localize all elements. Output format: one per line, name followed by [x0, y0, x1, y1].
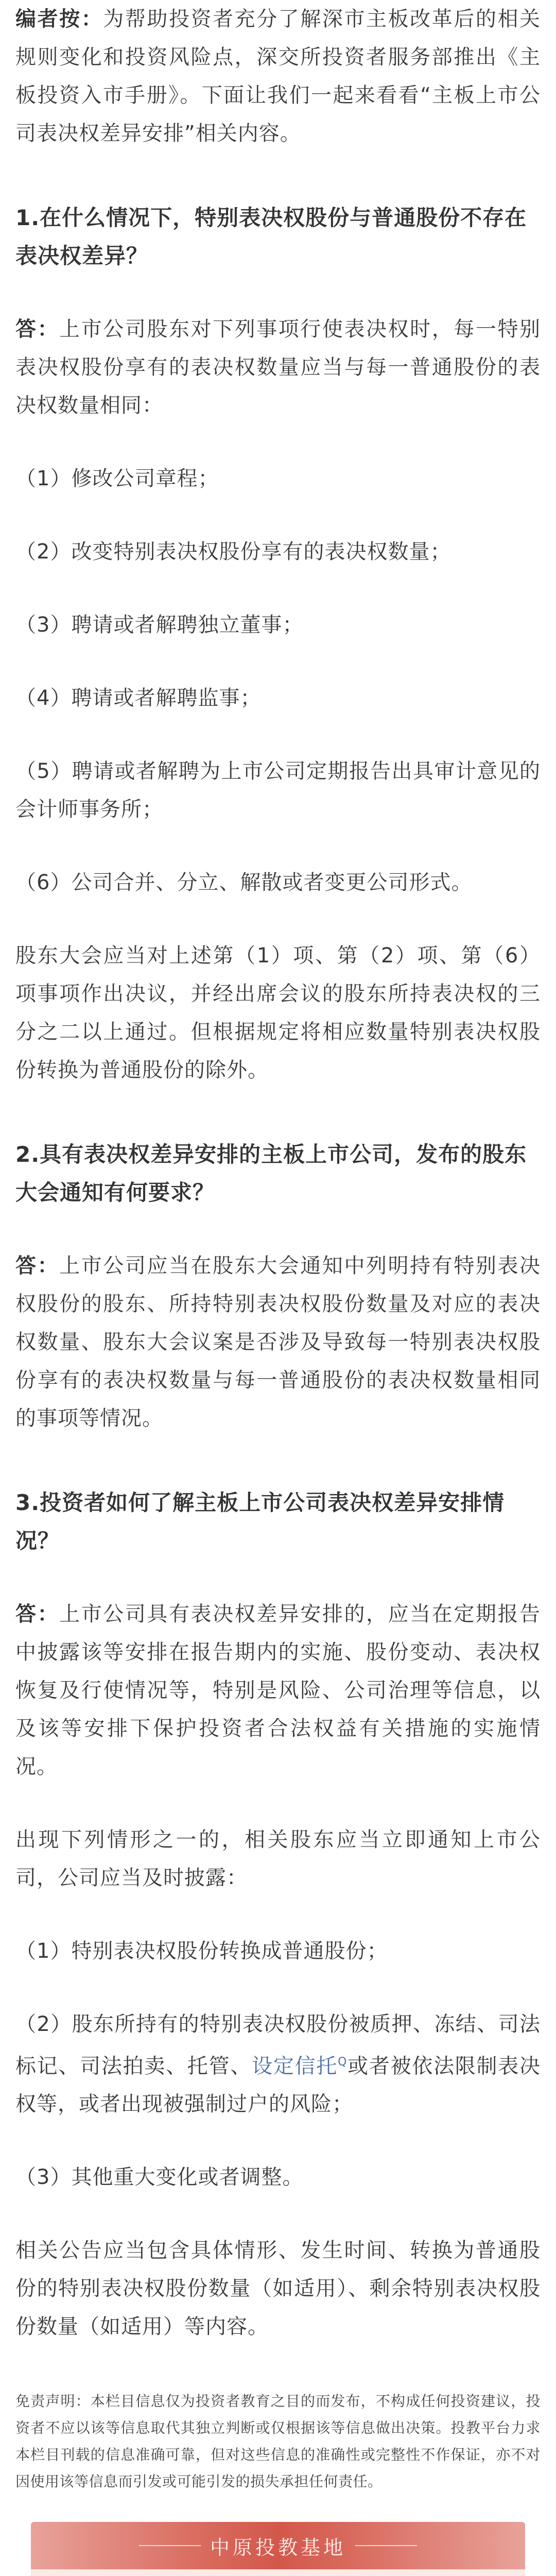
- section-1-item-6: （6）公司合并、分立、解散或者变更公司形式。: [15, 871, 473, 894]
- section-1-answer-text: 上市公司股东对下列事项行使表决权时，每一特别表决权股份享有的表决权数量应当与每一普通股份的表决权数量相同：: [15, 317, 541, 417]
- section-2-question: 2.具有表决权差异安排的主板上市公司，发布的股东大会通知有何要求？: [15, 1142, 527, 1205]
- section-3-para-2: 出现下列情形之一的，相关股东应当立即通知上市公司，公司应当及时披露：: [15, 1828, 541, 1890]
- section-1-item-5: （5）聘请或者解聘为上市公司定期报告出具审计意见的会计师事务所；: [15, 759, 541, 821]
- section-2-answer: [15, 1247, 541, 1437]
- section-3-item-3: （3）其他重大变化或者调整。: [15, 2165, 304, 2190]
- section-3-item-1: （1）特别表决权股份转换成普通股份；: [15, 1939, 388, 1963]
- education-base-card: [31, 2522, 525, 2576]
- banner-title: 中原投教基地: [210, 2536, 346, 2559]
- card-banner: [31, 2522, 525, 2569]
- banner-ornament-left: [139, 2545, 201, 2546]
- answer-label: 答：: [15, 1254, 60, 1278]
- section-1-answer: [15, 310, 541, 425]
- intro-paragraph: [15, 0, 541, 152]
- section-3-item-2: [15, 2005, 541, 2123]
- disclaimer: 免责声明：本栏目信息仅为投资者教育之目的而发布，不构成任何投资建议，投资者不应以该等信息取代其独立判断或仅根据该等信息做出决策。投教平台力求本栏目刊载的信息准确可靠，但对这些信息的准确性或完整性不作保证，亦不对因使用该等信息而引发或可能引发的损失承担任何责任。: [15, 2393, 541, 2490]
- section-2-answer-text: 上市公司应当在股东大会通知中列明持有特别表决权股份的股东、所持特别表决权股份数量及对应的表决权数量、股东大会议案是否涉及导致每一特别表决权股份享有的表决权数量与每一普通股份的表决权数量相同的事项等情况。: [15, 1254, 541, 1430]
- section-3: [15, 1484, 541, 1560]
- section-1-question: 1.在什么情况下，特别表决权股份与普通股份不存在表决权差异？: [15, 205, 527, 268]
- answer-label: 答：: [15, 317, 60, 341]
- section-3-item-2-after: 或者被依法限制表决权等，或者出现被强制过户的风险；: [15, 2054, 541, 2116]
- section-1-item-1: （1）修改公司章程；: [15, 467, 219, 490]
- section-2: [15, 1136, 541, 1212]
- intro-text: 为帮助投资者充分了解深市主板改革后的相关规则变化和投资风险点，深交所投资者服务部推出《主板投资入市手册》。下面让我们一起来看看“主板上市公司表决权差异安排”相关内容。: [15, 7, 541, 145]
- trust-link[interactable]: 设定信托: [252, 2054, 338, 2078]
- section-1-item-4: （4）聘请或者解聘监事；: [15, 686, 262, 710]
- answer-label: 答：: [15, 1602, 60, 1626]
- section-3-answer: [15, 1595, 541, 1786]
- banner-ornament-right: [355, 2545, 417, 2546]
- section-3-para-3: 相关公告应当包含具体情形、发生时间、转换为普通股份的特别表决权股份数量（如适用）、剩余特别表决权股份数量（如适用）等内容。: [15, 2239, 541, 2339]
- section-1-item-2: （2）改变特别表决权股份享有的表决权数量；: [15, 540, 451, 564]
- section-1: [15, 199, 541, 275]
- section-1-tail: 股东大会应当对上述第（1）项、第（2）项、第（6）项事项作出决议，并经出席会议的股东所持表决权的三分之二以上通过。但根据规定将相应数量特别表决权股份转换为普通股份的除外。: [15, 944, 541, 1082]
- intro-label: 编者按：: [15, 7, 103, 31]
- section-3-question: 3.投资者如何了解主板上市公司表决权差异安排情况？: [15, 1490, 505, 1553]
- search-icon[interactable]: Q: [338, 2056, 348, 2069]
- section-1-item-3: （3）聘请或者解聘独立董事；: [15, 613, 304, 637]
- section-3-item-2-before: （2）股东所持有的特别表决权股份被质押、冻结、司法标记、司法拍卖、托管、: [15, 2012, 541, 2078]
- section-3-answer-text: 上市公司具有表决权差异安排的，应当在定期报告中披露该等安排在报告期内的实施、股份变动、表决权恢复及行使情况等，特别是风险、公司治理等信息，以及该等安排下保护投资者合法权益有关措施的实施情况。: [15, 1602, 541, 1778]
